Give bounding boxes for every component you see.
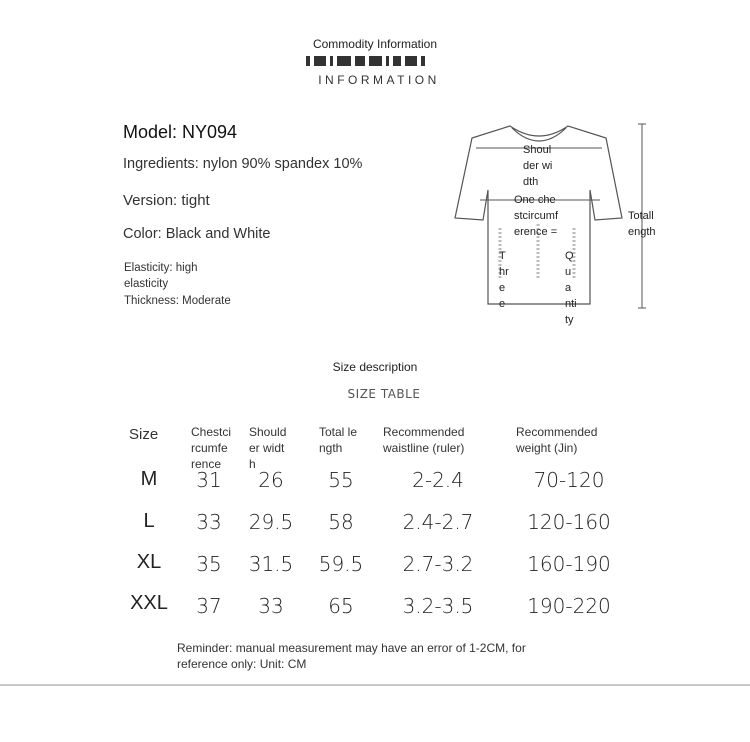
cell-shoulder: 31.5 [248, 552, 294, 576]
header-waistline: Recommended waistline (ruler) [383, 425, 465, 455]
model-text: Model: NY094 [123, 122, 238, 142]
cell-waistline: 3.2-3.5 [402, 594, 474, 618]
ingredients-text: Ingredients: nylon 90% spandex 10% [123, 156, 363, 172]
chest-circumference-label: One chestcircumference = [514, 194, 558, 238]
size-table-subtitle: SIZE TABLE [347, 387, 421, 401]
cell-chest: 37 [196, 594, 222, 618]
size-description-title: Size description [332, 360, 418, 374]
cell-chest: 35 [196, 552, 222, 576]
cell-weight: 190-220 [527, 594, 611, 618]
cell-shoulder: 29.5 [248, 510, 294, 534]
header-size: Size [129, 426, 159, 443]
cell-chest: 33 [196, 510, 222, 534]
elasticity-text: Elasticity: high elasticity [124, 262, 198, 290]
cell-waistline: 2.4-2.7 [402, 510, 474, 534]
decorative-title-glyphs [306, 56, 454, 66]
cell-weight: 160-190 [527, 552, 611, 576]
cell-total-length: 59.5 [318, 552, 364, 576]
section-subtitle: INFORMATION [318, 73, 440, 87]
cell-size: M [140, 468, 158, 490]
three-label: Three [499, 250, 509, 310]
cell-weight: 70-120 [533, 468, 605, 492]
cell-total-length: 58 [328, 510, 354, 534]
cell-size: XXL [130, 592, 168, 614]
color-text: Color: Black and White [123, 226, 271, 242]
cell-total-length: 55 [328, 468, 354, 492]
header-shoulder: Shoulder width [249, 425, 287, 471]
reminder-note: Reminder: manual measurement may have an error of 1-2CM, for reference only: Unit: CM [177, 641, 526, 671]
cell-shoulder: 26 [258, 468, 284, 492]
cell-size: XL [136, 551, 162, 573]
cell-shoulder: 33 [258, 594, 284, 618]
thickness-text: Thickness: Moderate [124, 295, 231, 307]
quantity-label: Quantity [565, 250, 577, 326]
cell-waistline: 2-2.4 [412, 468, 464, 492]
tshirt-collar [512, 128, 566, 141]
total-length-label: Totallength [628, 210, 656, 238]
cell-total-length: 65 [328, 594, 354, 618]
divider [0, 684, 750, 686]
cell-chest: 31 [196, 468, 222, 492]
version-text: Version: tight [123, 192, 210, 209]
header-weight: Recommended weight (Jin) [516, 425, 598, 455]
cell-size: L [143, 510, 155, 532]
section-title: Commodity Information [312, 37, 438, 51]
cell-waistline: 2.7-3.2 [402, 552, 474, 576]
header-chest: Chestcircumference [191, 425, 232, 471]
cell-weight: 120-160 [527, 510, 611, 534]
shoulder-width-label: Shoulder width [523, 144, 553, 188]
header-total-length: Total length [319, 425, 358, 455]
